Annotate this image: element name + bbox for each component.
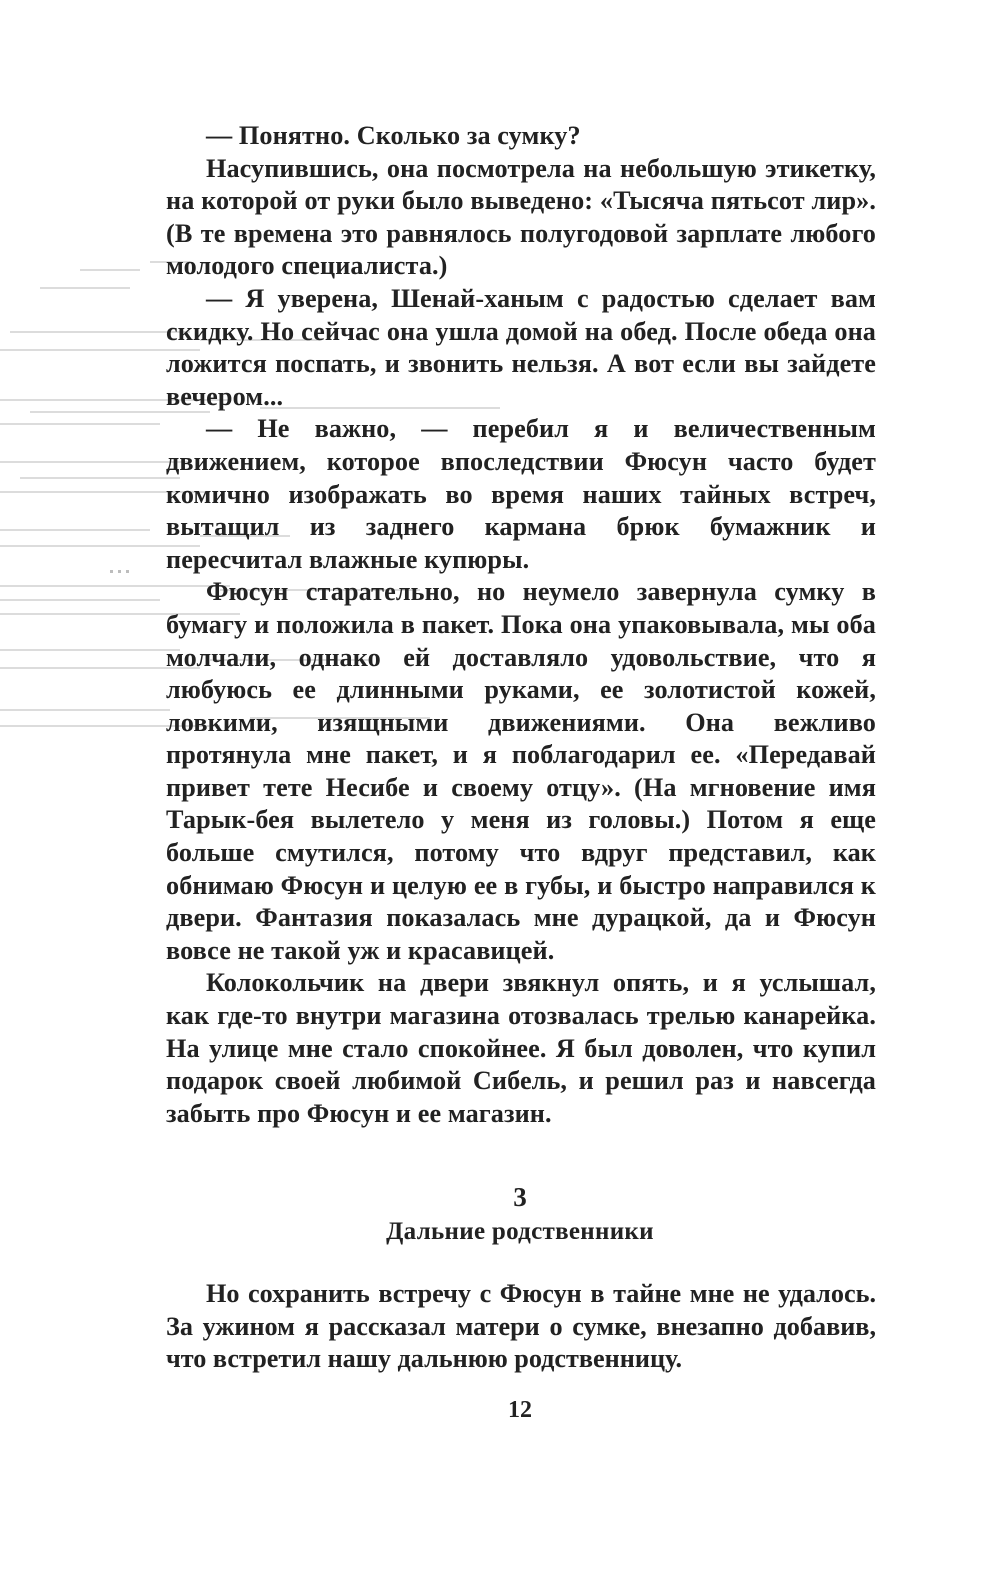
paragraph: Насупившись, она посмотрела на небольшую этикетку, на которой от руки было выведено: «Тысяча пятьсот лир». (В те времена это равнялось полугодовой зарплате любого молодого специалиста.) xyxy=(166,153,876,281)
paragraph: Но сохранить встречу с Фюсун в тайне мне не удалось. За ужином я рассказал матери о сумке, внезапно добавив, что встретил нашу дальнюю родственницу. xyxy=(166,1279,876,1374)
paragraph: — Не важно, — перебил я и величественным движением, которое впоследствии Фюсун часто будет комично изображать во время наших тайных встреч, вытащил из заднего кармана брюк бумажник и пересчитал влажные купюры. xyxy=(166,414,876,574)
chapter-body-text xyxy=(166,1278,876,1376)
paragraph: — Я уверена, Шенай-ханым с радостью сделает вам скидку. Но сейчас она ушла домой на обед. После обеда она ложится поспать, и звонить нельзя. А вот если вы зайдете вечером... xyxy=(166,283,876,411)
paragraph: Фюсун старательно, но неумело завернула сумку в бумагу и положила в пакет. Пока она упаковывала, мы оба молчали, однако ей доставляло удовольствие, что я любуюсь ее длинными руками, ее золотистой кожей, ловкими, изящными движениями. Она вежливо протянула мне пакет, и я поблагодарил ее. «Передавай привет тете Несибе и своему отцу». (На мгновение имя Тарык-бея вылетело у меня из головы.) Потом я еще больше смутился, потому что вдруг представил, как обнимаю Фюсун и целую ее в губы, и быстро направился к двери. Фантазия показалась мне дурацкой, да и Фюсун вовсе не такой уж и красавицей. xyxy=(166,577,876,965)
paragraph: — Понятно. Сколько за сумку? xyxy=(206,121,581,150)
chapter-number: 3 xyxy=(513,1182,527,1212)
paragraph: Колокольчик на двери звякнул опять, и я услышал, как где-то внутри магазина отозвалась трелью канарейка. На улице мне стало спокойнее. Я был доволен, что купил подарок своей любимой Сибель, и решил раз и навсегда забыть про Фюсун и ее магазин. xyxy=(166,968,876,1128)
chapter-title: Дальние родственники xyxy=(386,1218,654,1245)
body-text xyxy=(166,120,876,1130)
page-number: 12 xyxy=(508,1397,532,1423)
